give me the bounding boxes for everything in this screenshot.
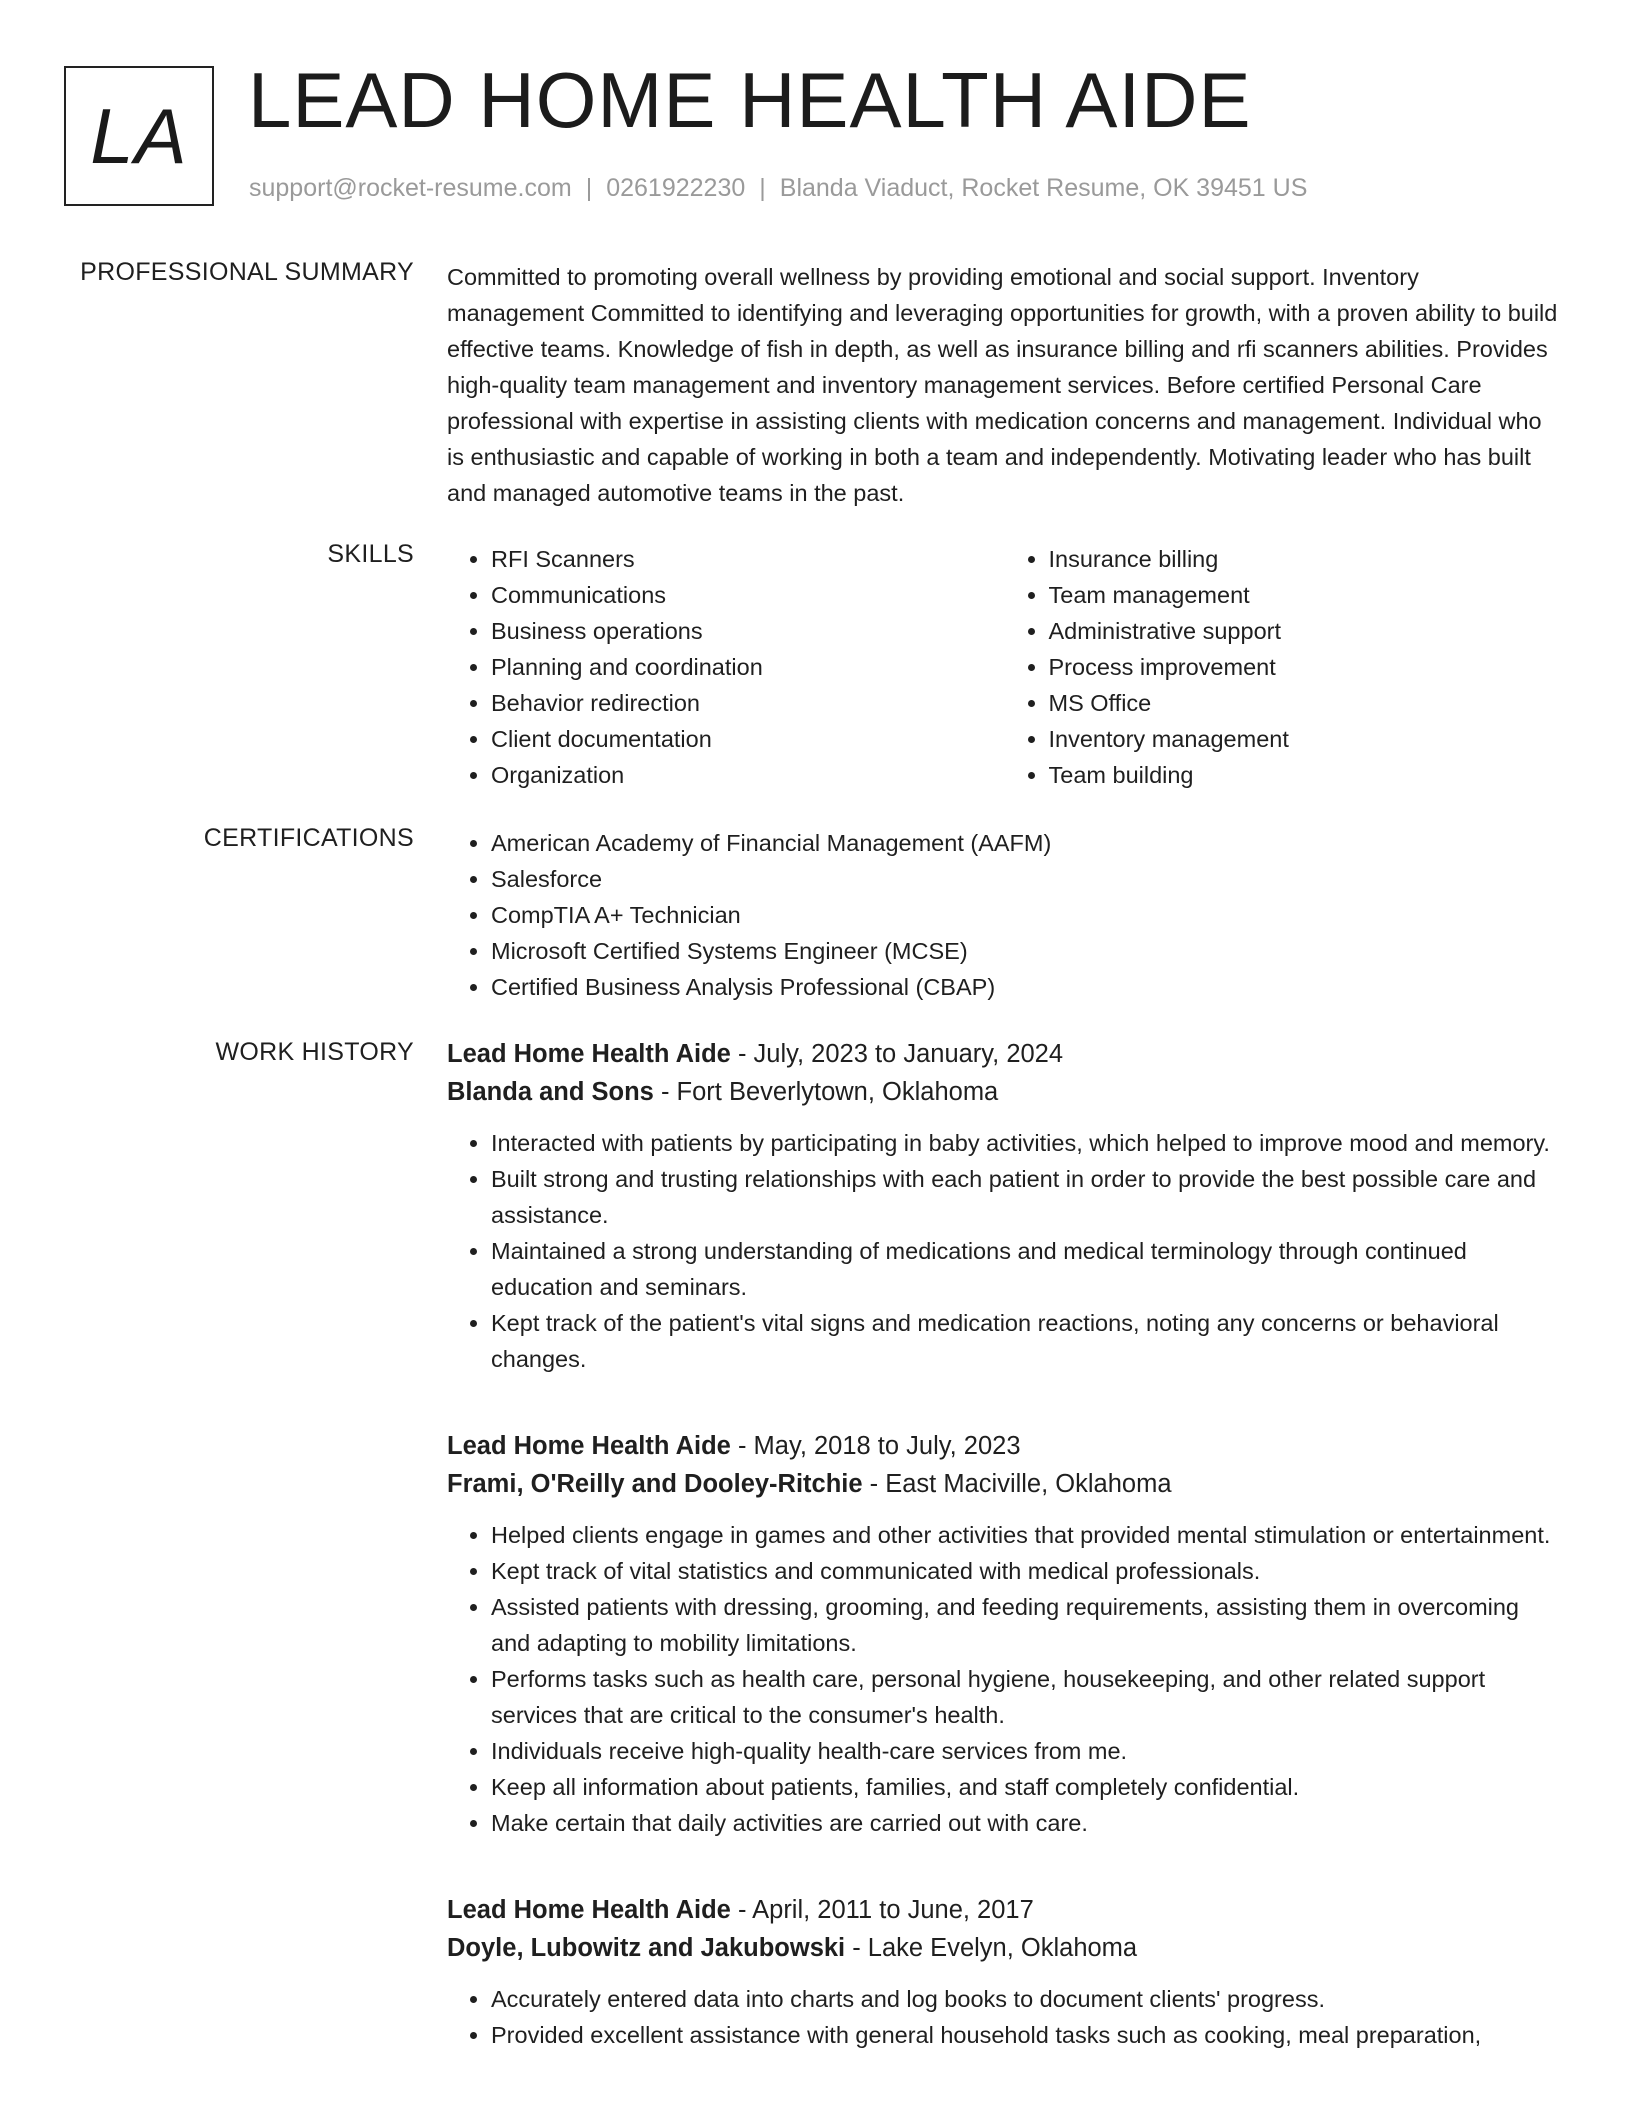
job-title: Lead Home Health Aide bbox=[447, 1040, 731, 1068]
job-company-line bbox=[447, 1929, 1562, 1967]
job-duty-item: • Performs tasks such as health care, personal hygiene, housekeeping, and other related support services that are critical to the consumer's health. bbox=[491, 1661, 1562, 1733]
job-title-line bbox=[447, 1427, 1562, 1465]
skill-item: • Team building bbox=[1049, 757, 1563, 793]
contact-email[interactable]: support@rocket-resume.com bbox=[249, 174, 572, 202]
job-duty-item: • Accurately entered data into charts and log books to document clients' progress. bbox=[491, 1981, 1562, 2017]
contact-address: Blanda Viaduct, Rocket Resume, OK 39451 US bbox=[779, 174, 1308, 202]
skill-item: • Client documentation bbox=[491, 721, 1005, 757]
job-duty-item: • Maintained a strong understanding of medications and medical terminology through continued education and seminars. bbox=[491, 1233, 1562, 1305]
summary-body bbox=[447, 259, 1562, 511]
job-duty-item: • Built strong and trusting relationships with each patient in order to provide the best possible care and assistance. bbox=[491, 1161, 1562, 1233]
certification-item: • CompTIA A+ Technician bbox=[491, 897, 1562, 933]
skill-item: • RFI Scanners bbox=[491, 541, 1005, 577]
job-location: - Fort Beverlytown, Oklahoma bbox=[653, 1078, 999, 1106]
job-location: - Lake Evelyn, Oklahoma bbox=[845, 1934, 1138, 1962]
resume-title: LEAD HOME HEALTH AIDE bbox=[248, 56, 1252, 144]
certification-item: • American Academy of Financial Management (AAFM) bbox=[491, 825, 1562, 861]
skill-item: • Process improvement bbox=[1049, 649, 1563, 685]
job-dates: - July, 2023 to January, 2024 bbox=[730, 1040, 1064, 1068]
skill-item: • Business operations bbox=[491, 613, 1005, 649]
section-heading-certifications: CERTIFICATIONS bbox=[203, 824, 414, 852]
skills-body bbox=[447, 541, 1562, 793]
job-entry bbox=[447, 1427, 1562, 1841]
job-duties-list bbox=[447, 1517, 1562, 1841]
job-duties-list bbox=[447, 1125, 1562, 1377]
certification-item: • Salesforce bbox=[491, 861, 1562, 897]
skill-item: • MS Office bbox=[1049, 685, 1563, 721]
job-duty-item: • Individuals receive high-quality health-care services from me. bbox=[491, 1733, 1562, 1769]
job-title: Lead Home Health Aide bbox=[447, 1896, 731, 1924]
skill-item: • Administrative support bbox=[1049, 613, 1563, 649]
job-entry bbox=[447, 1891, 1562, 2053]
section-heading-work-history: WORK HISTORY bbox=[215, 1038, 414, 1066]
job-duty-item: • Kept track of vital statistics and communicated with medical professionals. bbox=[491, 1553, 1562, 1589]
job-company-line bbox=[447, 1073, 1562, 1111]
job-duty-item: • Provided excellent assistance with general household tasks such as cooking, meal preparation, bbox=[491, 2017, 1562, 2053]
job-duty-item: • Kept track of the patient's vital signs and medication reactions, noting any concerns or behavioral changes. bbox=[491, 1305, 1562, 1377]
job-title: Lead Home Health Aide bbox=[447, 1432, 731, 1460]
work-history-body bbox=[447, 1035, 1562, 2053]
contact-separator: | bbox=[585, 174, 593, 202]
job-dates: - April, 2011 to June, 2017 bbox=[730, 1896, 1034, 1924]
job-duty-item: • Helped clients engage in games and other activities that provided mental stimulation or entertainment. bbox=[491, 1517, 1562, 1553]
contact-line bbox=[249, 174, 1307, 203]
skill-item: • Behavior redirection bbox=[491, 685, 1005, 721]
job-company: Doyle, Lubowitz and Jakubowski bbox=[447, 1934, 846, 1962]
job-company-line bbox=[447, 1465, 1562, 1503]
job-location: - East Maciville, Oklahoma bbox=[862, 1470, 1172, 1498]
summary-text: Committed to promoting overall wellness by providing emotional and social support. Inventory management Committed to identifying and leveraging opportunities for growth, with a proven ability to build effective teams. Knowledge of fish in depth, as well as insurance billing and rfi scanners abilities. Provides high-quality team management and inventory management services. Before certified Personal Care professional with expertise in assisting clients with medication concerns and management. Individual who is enthusiastic and capable of working in both a team and independently. Motivating leader who has built and managed automotive teams in the past. bbox=[447, 264, 1558, 506]
skill-item: • Organization bbox=[491, 757, 1005, 793]
job-duty-item: • Interacted with patients by participating in baby activities, which helped to improve mood and memory. bbox=[491, 1125, 1562, 1161]
job-title-line bbox=[447, 1891, 1562, 1929]
certification-item: • Certified Business Analysis Professional (CBAP) bbox=[491, 969, 1562, 1005]
skills-list-right bbox=[1005, 541, 1563, 793]
skill-item: • Insurance billing bbox=[1049, 541, 1563, 577]
job-duty-item: • Make certain that daily activities are carried out with care. bbox=[491, 1805, 1562, 1841]
contact-phone[interactable]: 0261922230 bbox=[606, 174, 746, 202]
job-company: Blanda and Sons bbox=[447, 1078, 654, 1106]
skill-item: • Planning and coordination bbox=[491, 649, 1005, 685]
section-heading-skills: SKILLS bbox=[327, 540, 414, 568]
certifications-body bbox=[447, 825, 1562, 1005]
job-dates: - May, 2018 to July, 2023 bbox=[730, 1432, 1021, 1460]
skill-item: • Inventory management bbox=[1049, 721, 1563, 757]
section-heading-summary: PROFESSIONAL SUMMARY bbox=[80, 258, 414, 286]
job-duties-list bbox=[447, 1981, 1562, 2053]
contact-separator: | bbox=[759, 174, 766, 202]
certification-item: • Microsoft Certified Systems Engineer (MCSE) bbox=[491, 933, 1562, 969]
certifications-list bbox=[447, 825, 1562, 1005]
job-company: Frami, O'Reilly and Dooley-Ritchie bbox=[447, 1470, 863, 1498]
job-duty-item: • Assisted patients with dressing, grooming, and feeding requirements, assisting them in overcoming and adapting to mobility limitations. bbox=[491, 1589, 1562, 1661]
job-title-line bbox=[447, 1035, 1562, 1073]
job-entry bbox=[447, 1035, 1562, 1377]
skill-item: • Communications bbox=[491, 577, 1005, 613]
skill-item: • Team management bbox=[1049, 577, 1563, 613]
job-duty-item: • Keep all information about patients, families, and staff completely confidential. bbox=[491, 1769, 1562, 1805]
monogram-logo: LA bbox=[64, 66, 214, 206]
skills-list-left bbox=[447, 541, 1005, 793]
